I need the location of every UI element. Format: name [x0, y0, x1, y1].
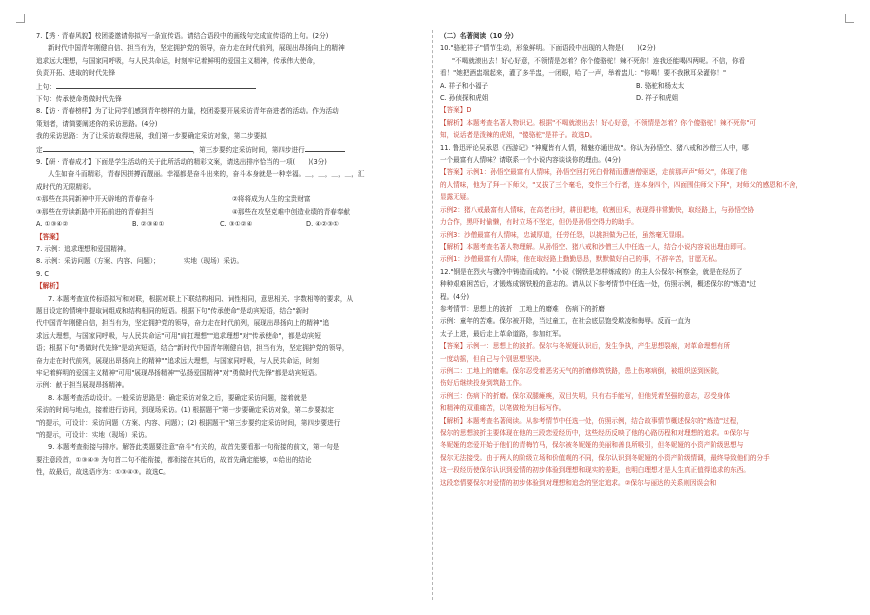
q11-answer: 力合作，黑吓时偷懒，有时立场不坚定，但仍是孙悟空得力的助手。	[440, 218, 638, 227]
q10-option-a[interactable]: A. 祥子和小福子	[440, 81, 489, 90]
q12-answer: 示例三：伤病下的折磨。保尔双腿瘫痪，双目失明，只有右手能写，但他凭着坚强的意志，忍受身体	[440, 391, 731, 400]
q12-example: 示例：童年的苦难。保尔被开除，当过童工，在社会底层饱受欺凌和侮辱。反而一直为	[440, 317, 691, 326]
q10-options-row	[440, 92, 828, 104]
q12-answer: 一度动摇，但自己与个别思想坚决。	[440, 354, 546, 363]
crop-mark-top-right	[845, 14, 854, 23]
analysis-8: 8. 本题考查活动设计。一般采访思路是：确定采访对象之后，要确定采访问题，接着就是	[48, 393, 307, 402]
q9-sentence-3: ③那些在劳读新路中开拓前进的青春担当	[36, 207, 155, 216]
answer-9: 9. C	[36, 269, 49, 278]
q11-analysis: 示例1：沙僧最富有人情味，他在取经路上勤勤恳恳，默默做好自己的事，不辞辛苦，甘愿无私。	[440, 255, 722, 264]
q10-passage: 看！"她把酒盅端起来，灌了多半盅，一闭眼，哈了一声，举着盅儿："你喝！要不我揪耳朵灌你！"	[440, 69, 727, 78]
q9-option-a[interactable]: A. ①③④②	[36, 220, 69, 229]
q12-title: 12."钢是在烈火与骤冷中铸造而成的。"小说《钢铁是怎样炼成的》的主人公保尔·柯察金，就是在经历了	[440, 267, 743, 276]
q11-title: 一个最富有人情味？请联系一个小说内容谈谈你的理由。(4分)	[440, 156, 621, 165]
q7-upper-label: 上句：	[36, 82, 56, 91]
q12-answer: 【答案】示例一：思想上的波折。保尔与冬妮娅认识后，发生争执，产生思想裂痕，对革命理想有所	[440, 342, 731, 351]
analysis-7: 奋力走在时代前列，展现出昂扬向上的精神""追求远大理想，与国家同呼吸，与人民共命运，时刻	[36, 356, 320, 365]
q11-answer: 显露无疑。	[440, 193, 473, 202]
q12-answer: 示例二：工地上的磨难。保尔忍受着恶劣天气的折磨修筑铁路，患上伤寒病倒，被组织送到医院，	[440, 366, 724, 375]
q8-answer-blank-1[interactable]	[43, 143, 193, 152]
q10-title: 10."骆驼祥子"情节生动，形象鲜明。下面语段中出现的人物是( )(2分)	[440, 44, 656, 53]
column-divider	[432, 30, 433, 600]
q9-option-d[interactable]: D. ④②③①	[306, 220, 339, 229]
right-column	[440, 30, 828, 489]
q7-lower-line: 下句：传承使命勇做时代先锋	[36, 95, 122, 104]
analysis-heading: 【解析】	[36, 282, 63, 291]
crop-mark-top-left	[16, 14, 25, 23]
q8-middle: ，第三步要约定采访时间，第四步进行	[192, 145, 305, 154]
analysis-9: 性，故最后，故选语序为：①③④③。故选C。	[36, 468, 170, 477]
q12-reference: 参考情节：思想上的波折 工地上的磨难 伤病下的折磨	[440, 304, 605, 313]
analysis-9: 9. 本题考查衔接与排序。解答此类题要注意"奋斗"有关的，故首先要看那一句衔接的前文，第一句是	[48, 443, 340, 452]
q11-title: 11. 鲁迅评论吴承恩《西游记》"神魔皆有人情，精魅亦通世故"。你认为孙悟空、猪八戒和沙僧三人中，哪	[440, 143, 749, 152]
q11-answer: 示例2：猪八戒最富有人情味，在高老庄时，耕田耙地，收割田禾，表现得非常勤快，取经路上，与孙悟空协	[440, 205, 755, 214]
q12-title: 程。(4分)	[440, 292, 470, 301]
q10-answer: 【答案】D	[440, 106, 472, 115]
q7-upper-line	[36, 80, 424, 93]
q9-title: 9.【研 · 青春成才】下面是学生活动的关于此所活动的精彩文案，请选出排序恰当的一项( )(3分)	[36, 158, 327, 167]
q10-analysis: 知，说话者是泼辣的虎姐，"傻骆驼"是祥子。故选D。	[440, 131, 597, 140]
q8-title-line: 策划者，请简要阐述你的采访思路。(4分)	[36, 119, 158, 128]
analysis-7: 求远大理想，与国家同呼吸，与人民共命运"可用"肩扛理想""追求理想"对"传承使命"，都是动宾短	[36, 331, 321, 340]
q10-option-b[interactable]: B. 骆驼和杨太太	[636, 81, 685, 90]
section-title: （二）名著阅读（10 分）	[440, 32, 518, 40]
q7-passage-line: 追求远大理想，与国家同呼吸，与人民共命运，时刻牢记着鲜明的爱国主义精神，传承伟大使命，	[36, 56, 320, 65]
q11-answer: 示例3：沙僧最富有人情味，忠诚厚道，任劳任怨，以挑担做为己任，虽然毫无显眼。	[440, 230, 689, 239]
q9-passage: 成时代的无限精彩。	[36, 182, 96, 191]
q12-analysis: 这段恋情要保尔对爱情的初步体验到对理想和追念的坚定追求。②保尔与丽达的关系则因误会和	[440, 478, 717, 487]
q8-prefix: 定	[36, 145, 43, 154]
q9-sentence-4: ④那些在攻坚克难中创造业绩的青春奉献	[232, 207, 351, 216]
q7-passage-line: 负责开拓、进取的时代先锋	[36, 69, 116, 78]
q9-option-c[interactable]: C. ③①②④	[220, 220, 253, 229]
analysis-8: "的提示，可设计：实地（现场）采访。	[36, 431, 152, 439]
q11-answer: 的人情味，他为了拜一下师父，"又拔了三个毫毛，变作三个行者，连本身四个，四面围住师父下拜"，对师父的感恩和不舍，	[440, 180, 803, 189]
analysis-7: 7. 本题考查宣传标语拟写和对联，根据对联上下联结构相同、词性相同，意思相关、字数相等的要求，从	[48, 294, 354, 303]
analysis-7-example: 示例：献于担当展现昂扬精神。	[36, 381, 129, 390]
q9-sentences-row	[36, 206, 424, 218]
answer-8-part-2: 实地（现场）采访。	[183, 257, 244, 266]
exam-page	[30, 30, 838, 600]
analysis-9: 要注意段首，①③④③ 为句首二句不能衔接，都衔接在其后的，故首先确定能够，①给出的结论	[36, 455, 312, 464]
analysis-7: 语；根据下句"勇做时代先锋"是动宾短语，结合"新时代中国青年刚健自信，担当有为，坚定拥护党的领导，	[36, 344, 349, 353]
q9-sentences-row	[36, 193, 424, 205]
analysis-7: 题目设定的情境中提取词组成和结构相同的短语。根据下句"传承使命"是动宾短语，结合"新时	[36, 306, 309, 315]
q11-analysis: 【解析】本题考查名著人物理解。从孙悟空、猪八戒和沙僧三人中任选一人，结合小说内容说出理由即可。	[440, 242, 750, 251]
q8-title: 8.【访 · 青春榜样】为了让同学们感到青年榜样的力量，校团委要开展采访青年奋进者的活动。作为活动	[36, 107, 339, 116]
left-column	[36, 30, 424, 479]
q8-blank-line	[36, 143, 424, 156]
q11-answer: 【答案】示例1：孙悟空最富有人情味，孙悟空回打死白骨精而遭唐僧驱逐，走前那声声"师父"，体现了他	[440, 168, 747, 177]
q9-option-b[interactable]: B. ②③④①	[132, 220, 165, 229]
q12-analysis: 冬妮娅的恋爱开始于他们的青梅竹马，保尔被冬妮娅的美丽和善良所吸引，但冬妮娅的小资产阶级思想与	[440, 441, 744, 450]
q8-thought-line: 我的采访思路：为了让采访取得进展，我们第一步要确定采访对象，第二步要拟	[36, 132, 267, 141]
q9-options	[36, 218, 424, 230]
q9-passage: 人生如奋斗而精彩，青春因拼搏而靓丽。幸福都是奋斗出来的，奋斗本身就是一种幸福。＿，＿，＿，＿，汇	[48, 170, 365, 179]
q12-answer: 伤好后继续投身到筑路工作。	[440, 379, 526, 388]
q7-answer-blank[interactable]	[56, 80, 256, 89]
q10-options-row	[440, 80, 828, 92]
q10-option-d[interactable]: D. 祥子和虎姐	[636, 94, 679, 103]
q10-option-c[interactable]: C. 孙侦探和虎姐	[440, 94, 489, 103]
answer-7: 7. 示例：追求理想和爱国精神。	[36, 244, 131, 253]
analysis-7: 牢记着鲜明的爱国主义精神"可用"展现昂扬精神""弘扬爱国精神"对"勇做时代先锋"都是动宾短语。	[36, 368, 321, 377]
q7-title: 7.【秀 · 青春风貌】校团委邀请你拟写一条宣传语。请结合语段中的画线句完成宣传语的上句。(2分)	[36, 32, 329, 40]
q10-analysis: 【解析】本题考查名著人物识记。根据"不喝就滚出去！好心好意，不领情是怎着？你个傻骆驼！辣不死你"可	[440, 118, 756, 127]
q12-analysis: 【解析】本题考查名著阅读。从参考情节中任选一处，仿照示例，结合故事情节概述保尔的"炼造"过程，	[440, 416, 743, 425]
q9-sentence-2: ②将将成为人生的宝贵财富	[232, 195, 311, 204]
answer-heading: 【答案】	[36, 232, 63, 241]
q8-answer-blank-2[interactable]	[305, 143, 345, 152]
analysis-7: 代中国青年刚健自信，担当有为，坚定拥护党的领导，奋力走在时代前列，展现出昂扬向上的精神"追	[36, 319, 330, 328]
q10-passage: "不喝就滚出去！好心好意，不领情是怎着？你个傻骆驼！辣不死你！连我还能喝四两呢。不信，你看	[452, 56, 746, 65]
q12-example: 太子上进，最后走上革命道路，参加红军。	[440, 329, 566, 338]
q12-analysis: 保尔的思想波折主要体现在他的三段恋爱经历中，这些经历反映了他的心路历程和对理想的追求。①保尔与	[440, 429, 750, 437]
analysis-8: 采访的时间与地点，接着进行访问，到现场采访。(1) 根据题干"第一步要确定采访对象，第二步要拟定	[36, 406, 334, 415]
answer-8	[36, 255, 424, 267]
q12-title: 种种艰难困苦后，才锻炼成钢铁般的意志的。请从以下参考情节中任选一处，仿照示例，概述保尔的"炼造"过	[440, 280, 756, 289]
q9-sentence-1: ①那些在共同新神中开天辟地的青春奋斗	[36, 195, 155, 204]
q7-passage-line: 新时代中国青年刚健自信、担当有为，坚定拥护党的领导，奋力走在时代前列，展现出昂扬向上的精神	[48, 44, 345, 53]
answer-8-part-1: 8. 示例：采访问题（方案、内容、问题）；	[36, 257, 160, 266]
q12-analysis: 保尔无法接受。由于两人的阶级立场和价值观的不同，保尔认识到冬妮娅的小资产阶级情调，最终导致他们的分手	[440, 453, 770, 462]
q12-answer: 和精神的双重痛苦，以笔做枪为目标写作。	[440, 404, 566, 413]
analysis-8: "的提示，可设计：采访问题（方案、内容、问题）；(2) 根据题干"第三步要约定采访时间，第四步要进行	[36, 418, 341, 427]
q12-analysis: 这一段经历使保尔认识到爱情的初步体验到理想和现实的差距，也明白理想才是人生真正值得追求的东西。	[440, 466, 750, 475]
